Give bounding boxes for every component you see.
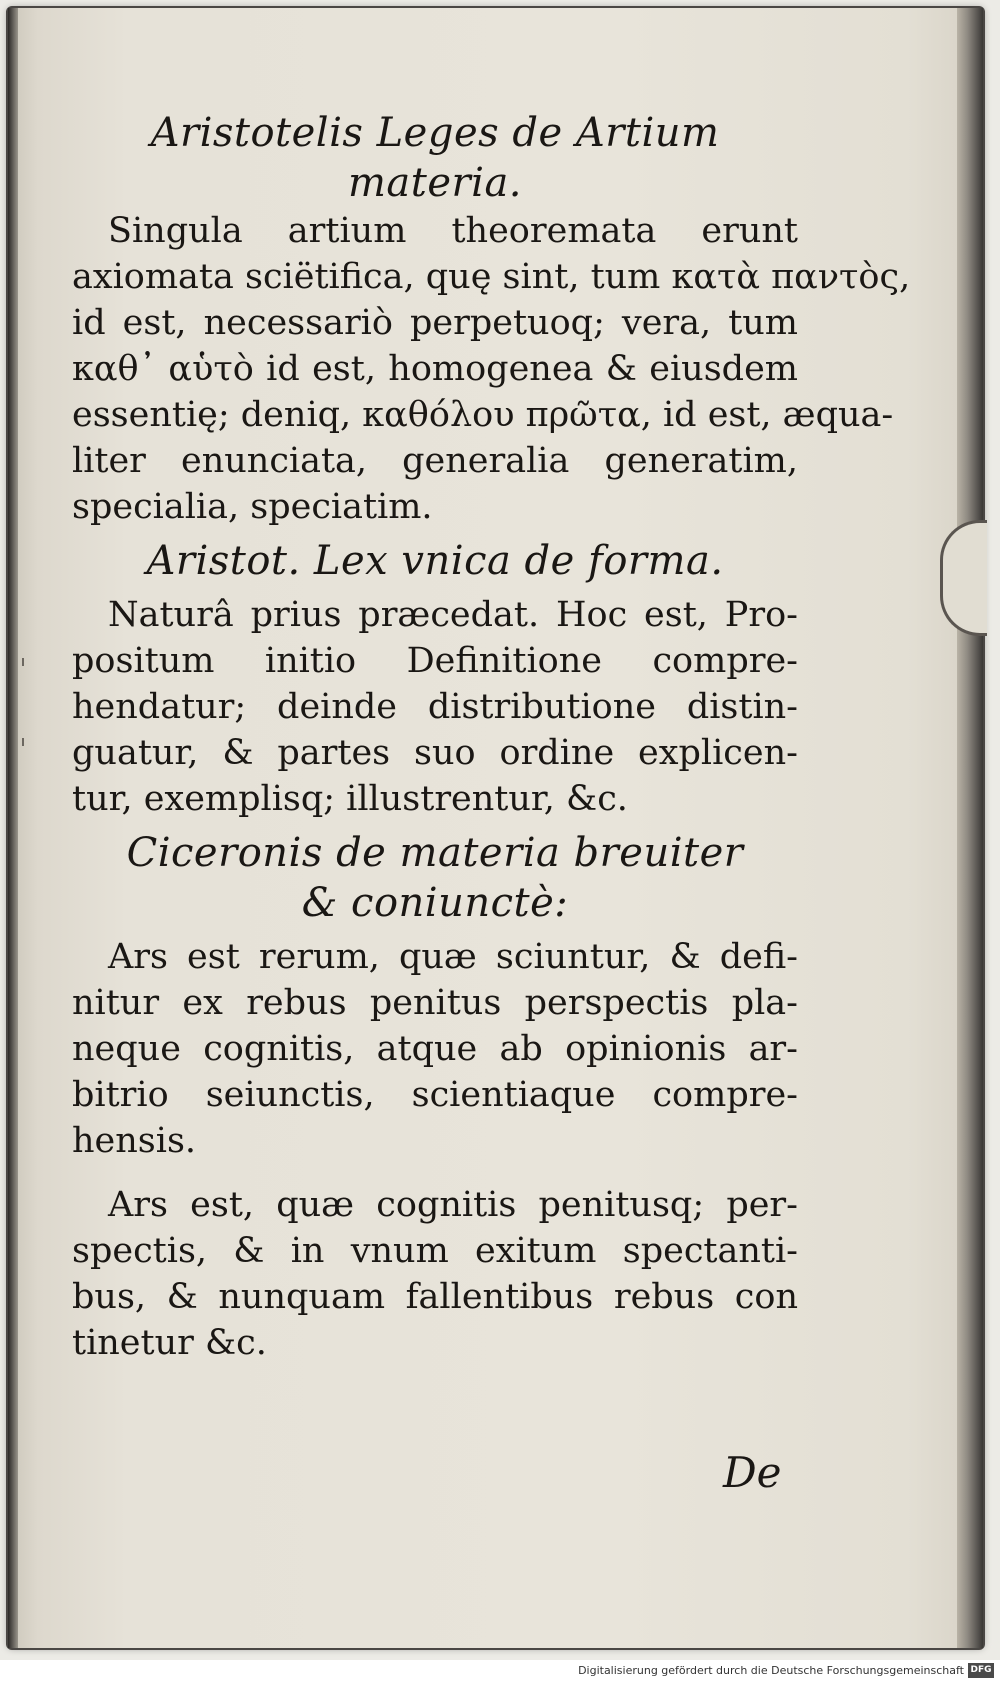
paragraph-line: axiomata sciëtifica, quę sint, tum κατὰ παντὸς,: [72, 257, 911, 297]
section-heading-aristotle-materia-line2: materia.: [348, 160, 522, 206]
paragraph-line: spectis, & in vnum exitum spectanti-: [72, 1231, 798, 1271]
page-fore-edge: [957, 8, 983, 1648]
paragraph-line: καθ᾽ αὑτὸ id est, homogenea & eiusdem: [72, 349, 798, 389]
paragraph-line: Ars est, quæ cognitis penitusq; per-: [108, 1185, 798, 1225]
paragraph-line: bitrio seiunctis, scientiaque compre-: [72, 1075, 798, 1115]
paragraph-line: bus, & nunquam fallentibus rebus con: [72, 1277, 798, 1317]
paragraph-line: Ars est rerum, quæ sciuntur, & defi-: [108, 937, 798, 977]
section-heading-cicero: Ciceronis de materia breuiter: [126, 830, 744, 876]
paragraph-line: essentię; deniq, καθόλου πρῶτα, id est, æqua-: [72, 395, 894, 435]
paragraph-line: hendatur; deinde distributione distin-: [72, 687, 798, 727]
margin-mark: [22, 658, 24, 666]
paragraph-line: Naturâ prius præcedat. Hoc est, Pro-: [108, 595, 798, 635]
paragraph-line: neque cognitis, atque ab opinionis ar-: [72, 1029, 798, 1069]
page-text: [72, 108, 911, 1366]
paragraph-line: tur, exemplisq; illustrentur, &c.: [72, 779, 628, 819]
section-heading-cicero-line2: & coniunctè:: [301, 880, 569, 926]
paragraph-line: tinetur &c.: [72, 1323, 267, 1363]
paragraph-line: id est, necessariò perpetuoq; vera, tum: [72, 303, 798, 343]
digitization-footer: [0, 1660, 1000, 1684]
page-gutter-shadow: [8, 8, 18, 1648]
page-clip-tab: [940, 520, 987, 636]
paragraph-line: liter enunciata, generalia generatim,: [72, 441, 798, 481]
paragraph-line: guatur, & partes suo ordine explicen-: [72, 733, 798, 773]
paragraph-line: hensis.: [72, 1121, 197, 1161]
section-heading-aristotle-materia: Aristotelis Leges de Artium: [150, 110, 720, 156]
paragraph-line: Singula artium theoremata erunt: [108, 211, 798, 251]
book-page: [8, 8, 983, 1648]
paragraph-line: nitur ex rebus penitus perspectis pla-: [72, 983, 798, 1023]
dfg-logo: DFG: [968, 1663, 994, 1678]
section-heading-aristotle-forma: Aristot. Lex vnica de forma.: [146, 538, 724, 584]
footer-credit-text: Digitalisierung gefördert durch die Deutsche Forschungsgemeinschaft: [578, 1664, 964, 1677]
paragraph-line: specialia, speciatim.: [72, 487, 433, 527]
paragraph-line: positum initio Definitione compre-: [72, 641, 798, 681]
catchword: De: [723, 1448, 782, 1497]
margin-mark: [22, 738, 24, 746]
